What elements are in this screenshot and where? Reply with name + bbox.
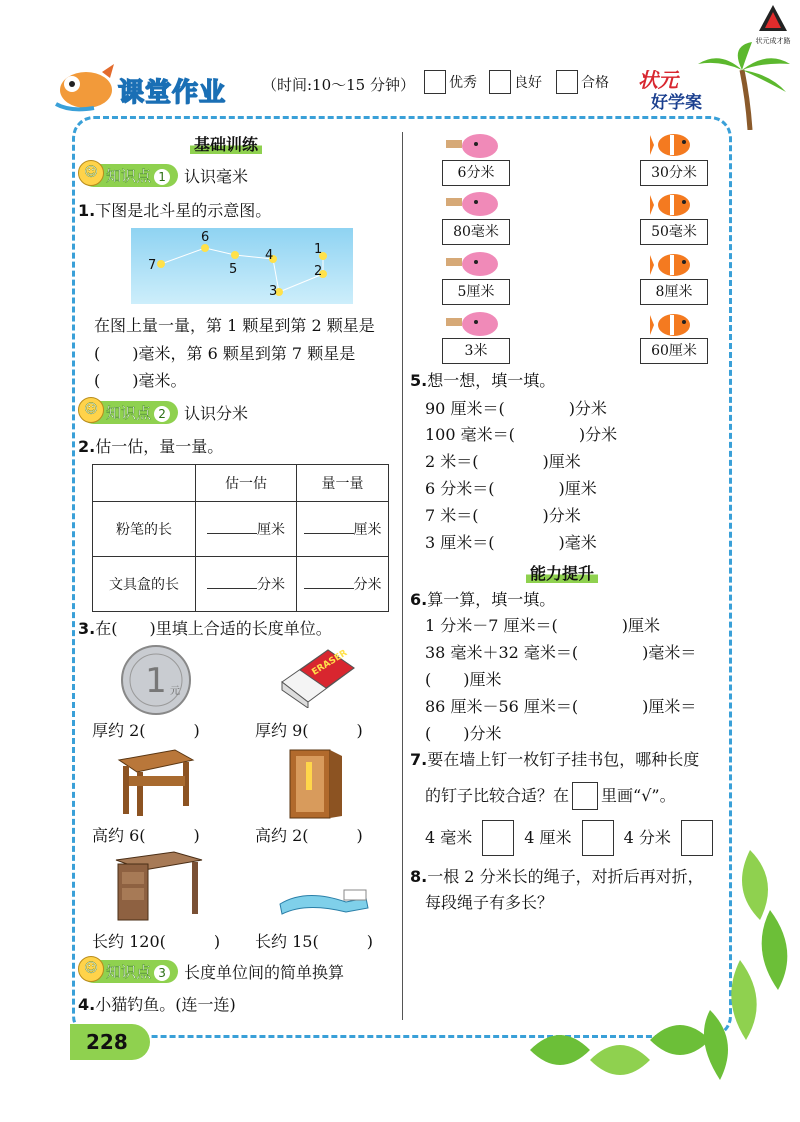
cat-icon <box>446 308 506 338</box>
conversion-line[interactable]: 90 厘米＝( )分米 <box>425 399 607 418</box>
calc-line[interactable]: 38 毫米＋32 毫米＝( )毫米＝ <box>425 643 697 662</box>
fish-icon <box>650 190 694 220</box>
question-4: 4.小猫钓鱼。(连一连) <box>78 995 236 1014</box>
table-image <box>115 746 195 816</box>
fish-label[interactable]: 30分米 <box>640 160 708 186</box>
calc-line[interactable]: ( )分米 <box>425 724 502 743</box>
svg-text:1: 1 <box>145 661 167 701</box>
star-label: 3 <box>269 284 278 299</box>
toothbrush-image <box>276 884 372 918</box>
bottom-leaves-decoration <box>520 1010 720 1090</box>
answer-area[interactable] <box>425 920 725 1020</box>
knowledge-point-1: ☺ 知识点 1 认识毫米 <box>82 164 248 187</box>
question-1-text: ( )毫米。 <box>94 371 187 390</box>
fill-item[interactable]: 厚约 9( ) <box>255 721 363 740</box>
mascot-icon: ☺ <box>78 956 104 982</box>
question-5: 5.想一想，填一填。 <box>410 371 556 390</box>
rating-checkbox[interactable] <box>489 70 511 94</box>
brand-subtitle: 好学案 <box>651 93 702 113</box>
header-mascot <box>50 60 120 116</box>
section-ability: 能力提升 <box>526 561 598 584</box>
cat-label[interactable]: 3米 <box>442 338 510 364</box>
star-label: 1 <box>314 242 323 257</box>
question-8: 8.一根 2 分米长的绳子，对折后再对折， <box>410 867 704 886</box>
fish-icon <box>650 130 694 160</box>
question-1-text: ( )毫米，第 6 颗星到第 7 颗星是 <box>94 344 356 363</box>
conversion-line[interactable]: 6 分米＝( )厘米 <box>425 479 597 498</box>
cat-icon <box>446 248 506 278</box>
page-title: 课堂作业 <box>118 78 227 108</box>
mascot-icon: ☺ <box>78 397 104 423</box>
conversion-line[interactable]: 3 厘米＝( )毫米 <box>425 533 597 552</box>
estimate-input[interactable]: 分米 <box>196 557 297 612</box>
fish-icon <box>650 250 694 280</box>
star-label: 5 <box>229 262 238 277</box>
question-8-text: 每段绳子有多长？ <box>425 893 554 912</box>
question-3: 3.在( )里填上合适的长度单位。 <box>78 619 332 638</box>
knowledge-point-2: ☺ 知识点 2 认识分米 <box>82 401 248 424</box>
fill-item[interactable]: 长约 15( ) <box>255 932 373 951</box>
calc-line[interactable]: 86 厘米－56 厘米＝( )厘米＝ <box>425 697 697 716</box>
eraser-image: ERASER <box>278 646 358 708</box>
star-label: 7 <box>148 258 157 273</box>
measure-input[interactable]: 分米 <box>297 557 389 612</box>
brand-name: 状元 <box>638 68 678 92</box>
fish-label[interactable]: 8厘米 <box>640 279 708 305</box>
fill-item[interactable]: 长约 120( ) <box>92 932 221 951</box>
fish-icon <box>650 310 694 340</box>
question-1: 1.下图是北斗星的示意图。 <box>78 201 272 220</box>
nail-options: 4 毫米 4 厘米 4 分米 <box>425 820 713 856</box>
cat-label[interactable]: 80毫米 <box>442 219 510 245</box>
wardrobe-image <box>284 746 344 820</box>
mascot-icon: ☺ <box>78 160 104 186</box>
rating-checkbox[interactable] <box>556 70 578 94</box>
sample-checkbox <box>572 782 598 810</box>
fish-label[interactable]: 60厘米 <box>640 338 708 364</box>
rating-pass[interactable]: 合格 <box>556 70 609 94</box>
fill-item[interactable]: 厚约 2( ) <box>92 721 200 740</box>
page-number: 228 <box>86 1030 128 1054</box>
cat-icon <box>446 188 506 218</box>
cat-label[interactable]: 6分米 <box>442 160 510 186</box>
rating-good[interactable]: 良好 <box>489 70 542 94</box>
question-7: 7.要在墙上钉一枚钉子挂书包，哪种长度 <box>410 750 700 769</box>
big-dipper-diagram <box>131 228 353 304</box>
fill-item[interactable]: 高约 2( ) <box>255 826 363 845</box>
conversion-line[interactable]: 100 毫米＝( )分米 <box>425 425 618 444</box>
star-label: 6 <box>201 230 210 245</box>
star-label: 2 <box>314 264 323 279</box>
desk-image <box>112 850 204 922</box>
fish-label[interactable]: 50毫米 <box>640 219 708 245</box>
time-limit: （时间:10～15 分钟） <box>262 76 415 94</box>
option-checkbox[interactable] <box>582 820 614 856</box>
coin-image: 1 元 <box>120 644 192 716</box>
question-6: 6.算一算，填一填。 <box>410 590 556 609</box>
conversion-line[interactable]: 7 米＝( )分米 <box>425 506 581 525</box>
calc-line[interactable]: ( )厘米 <box>425 670 502 689</box>
section-basic-training: 基础训练 <box>190 132 262 155</box>
option-checkbox[interactable] <box>482 820 514 856</box>
measure-input[interactable]: 厘米 <box>297 502 389 557</box>
table-row: 文具盒的长 分米 分米 <box>93 557 389 612</box>
question-1-text: 在图上量一量，第 1 颗星到第 2 颗星是 <box>94 316 375 335</box>
rating-checkbox[interactable] <box>424 70 446 94</box>
estimate-input[interactable]: 厘米 <box>196 502 297 557</box>
column-divider <box>402 132 403 1020</box>
question-2: 2.估一估，量一量。 <box>78 437 224 456</box>
knowledge-point-3: ☺ 知识点 3 长度单位间的简单换算 <box>82 960 344 983</box>
cat-icon <box>446 130 506 160</box>
conversion-line[interactable]: 2 米＝( )厘米 <box>425 452 581 471</box>
table-row: 粉笔的长 厘米 厘米 <box>93 502 389 557</box>
rating-excellent[interactable]: 优秀 <box>424 70 477 94</box>
question-7-line2: 的钉子比较合适？在 里画“√”。 <box>425 782 676 810</box>
calc-line[interactable]: 1 分米－7 厘米＝( )厘米 <box>425 616 661 635</box>
cat-label[interactable]: 5厘米 <box>442 279 510 305</box>
star-label: 4 <box>265 248 274 263</box>
estimate-table: 估一估 量一量 粉笔的长 厘米 厘米 文具盒的长 分米 分米 <box>92 464 389 612</box>
fill-item[interactable]: 高约 6( ) <box>92 826 200 845</box>
logo: 状元成才路 <box>748 4 798 50</box>
